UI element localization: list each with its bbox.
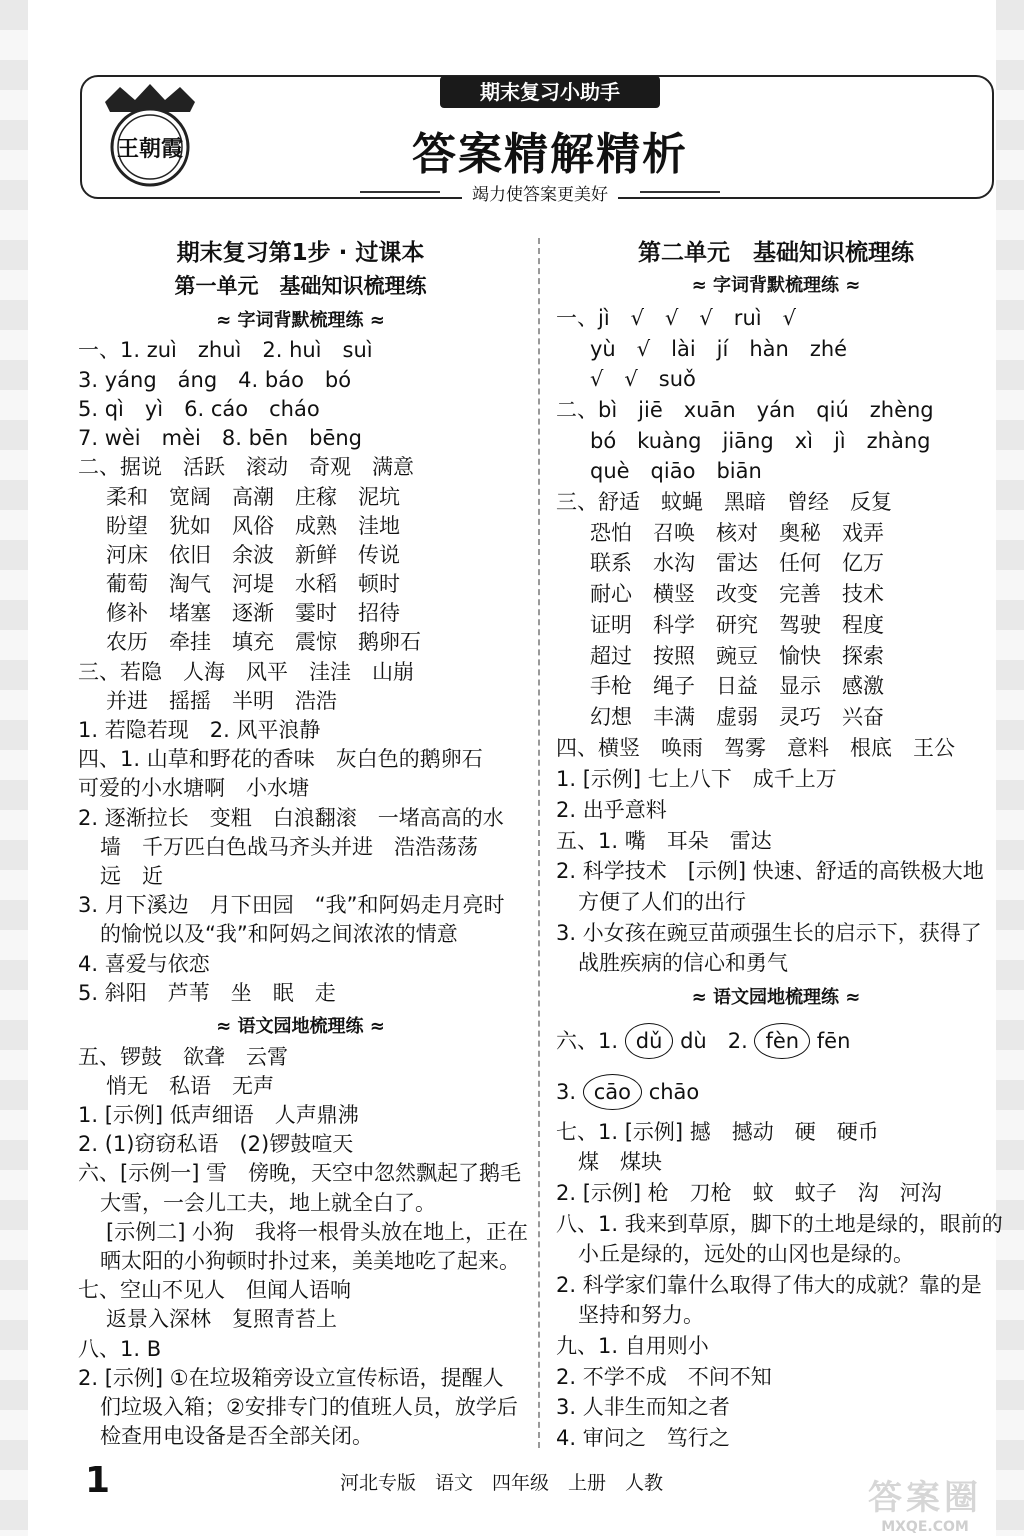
answer-line: 3. 月下溪边 月下田园 “我”和阿妈走月亮时 bbox=[78, 893, 505, 917]
answer-line: 4. 喜爱与依恋 bbox=[78, 952, 210, 976]
answer-prefix: 3. bbox=[556, 1080, 577, 1104]
answer-line: 们垃圾入箱；②安排专门的值班人员，放学后 bbox=[100, 1395, 518, 1419]
slogan-text: 竭力使答案更美好 bbox=[462, 185, 618, 205]
answer-line: 坚持和努力。 bbox=[578, 1303, 704, 1327]
banner-label: 期末复习小助手 bbox=[440, 76, 660, 108]
answer-line: 三、若隐 人海 风平 洼洼 山崩 bbox=[78, 660, 414, 684]
subsection-heading: ≈ 字词背默梳理练 ≈ bbox=[691, 275, 861, 296]
answer-line: 超过 按照 豌豆 愉快 探索 bbox=[590, 644, 884, 668]
answer-line: 四、横竖 唤雨 驾雾 意料 根底 王公 bbox=[556, 736, 955, 760]
answer-line: 柔和 宽阔 高潮 庄稼 泥坑 bbox=[106, 485, 400, 509]
answer-line: 墙 千万匹白色战马齐头并进 浩浩荡荡 bbox=[100, 835, 478, 859]
answer-line: 2. 不学不成 不问不知 bbox=[556, 1365, 772, 1389]
answer-line: 1. [示例] 低声细语 人声鼎沸 bbox=[78, 1103, 359, 1127]
answer-line: 1. [示例] 七上八下 成千上万 bbox=[556, 767, 837, 791]
answer-line: [示例二] 小狗 我将一根骨头放在地上，正在 bbox=[106, 1220, 529, 1244]
subsection-heading: ≈ 语文园地梳理练 ≈ bbox=[216, 1016, 385, 1037]
section-title: 期末复习第1步 · 过课本 bbox=[176, 240, 425, 266]
answer-line: 远 近 bbox=[100, 864, 163, 888]
answer-line: 耐心 横竖 改变 完善 技术 bbox=[590, 582, 884, 606]
answer-line: 盼望 犹如 风俗 成熟 洼地 bbox=[106, 514, 400, 538]
answer-line: 检查用电设备是否全部关闭。 bbox=[100, 1424, 373, 1448]
page-title: 答案精解精析 bbox=[412, 129, 688, 180]
answer-line: 悄无 私语 无声 bbox=[106, 1074, 274, 1098]
answer-line: 的愉悦以及“我”和阿妈之间浓浓的情意 bbox=[100, 922, 458, 946]
answer-line: 3. 小女孩在豌豆苗顽强生长的启示下，获得了 bbox=[556, 921, 982, 945]
answer-line: 5. qì yì 6. cáo cháo bbox=[78, 397, 320, 421]
answer-line: 返景入深林 复照青苔上 bbox=[106, 1307, 337, 1331]
answer-line: 葡萄 淘气 河堤 水稻 顿时 bbox=[106, 572, 400, 596]
answer-line: 5. 斜阳 芦苇 坐 眠 走 bbox=[78, 981, 336, 1005]
unit-heading: 第二单元 基础知识梳理练 bbox=[638, 240, 914, 266]
answer-line: 晒太阳的小狗顿时扑过来，美美地吃了起来。 bbox=[100, 1249, 520, 1273]
answer-line: 二、据说 活跃 滚动 奇观 满意 bbox=[78, 455, 414, 479]
answer-line: 2. 逐渐拉长 变粗 白浪翻滚 一堵高高的水 bbox=[78, 806, 504, 830]
answer-line: 幻想 丰满 虚弱 灵巧 兴奋 bbox=[590, 705, 884, 729]
answer-line: 五、1. 嘴 耳朵 雷达 bbox=[556, 829, 772, 853]
answer-line: 七、空山不见人 但闻人语响 bbox=[78, 1278, 351, 1302]
circled-answer: cāo bbox=[583, 1074, 642, 1110]
answer-text: fēn bbox=[816, 1029, 851, 1053]
answer-line: 2. 科学家们靠什么取得了伟大的成就？靠的是 bbox=[556, 1273, 982, 1297]
answer-line: 2. [示例] 枪 刀枪 蚊 蚊子 沟 河沟 bbox=[556, 1181, 942, 1205]
answer-line: 八、1. 我来到草原，脚下的土地是绿的，眼前的 bbox=[556, 1212, 1003, 1236]
answer-text: chāo bbox=[648, 1080, 700, 1104]
answer-line: 七、1. [示例] 撼 撼动 硬 硬币 bbox=[556, 1120, 879, 1144]
answer-line: 手枪 绳子 日益 显示 感激 bbox=[590, 674, 884, 698]
subsection-heading: ≈ 字词背默梳理练 ≈ bbox=[216, 310, 385, 331]
answer-line: 三、舒适 蚊蝇 黑暗 曾经 反复 bbox=[556, 490, 892, 514]
answer-line: √ √ suǒ bbox=[590, 367, 696, 391]
answer-line: 一、1. zuì zhuì 2. huì suì bbox=[78, 338, 373, 362]
answer-line: 九、1. 自用则小 bbox=[556, 1334, 709, 1358]
answer-line: 方便了人们的出行 bbox=[578, 890, 746, 914]
slogan-rule-right bbox=[640, 191, 720, 193]
answer-line-circled bbox=[556, 1074, 699, 1110]
answer-line: 2. [示例] ①在垃圾箱旁设立宣传标语，提醒人 bbox=[78, 1366, 504, 1390]
slogan-rule-left bbox=[360, 191, 440, 193]
answer-line: 2. 科学技术 [示例] 快速、舒适的高铁极大地 bbox=[556, 859, 984, 883]
publisher-logo bbox=[95, 82, 205, 187]
answer-line: què qiāo biān bbox=[590, 459, 762, 483]
column-divider bbox=[538, 238, 540, 1448]
book-info: 河北专版 语文 四年级 上册 人教 bbox=[340, 1472, 664, 1494]
answer-line: 六、[示例一] 雪 傍晚，天空中忽然飘起了鹅毛 bbox=[78, 1161, 522, 1185]
circled-answer: fèn bbox=[754, 1023, 810, 1059]
answer-line: 2. 出乎意料 bbox=[556, 798, 667, 822]
answer-line: 7. wèi mèi 8. bēn bēng bbox=[78, 426, 363, 450]
answer-line-circled bbox=[556, 1023, 850, 1059]
answer-line: yù √ lài jí hàn zhé bbox=[590, 337, 848, 361]
answer-line: 煤 煤块 bbox=[578, 1150, 662, 1174]
answer-line: 八、1. B bbox=[78, 1337, 162, 1361]
answer-line: 河床 依旧 余波 新鲜 传说 bbox=[106, 543, 400, 567]
answer-text: dù 2. bbox=[680, 1029, 748, 1053]
answer-prefix: 六、1. bbox=[556, 1029, 619, 1053]
answer-line: 修补 堵塞 逐渐 霎时 招待 bbox=[106, 601, 400, 625]
answer-line: 农历 牵挂 填充 震惊 鹅卵石 bbox=[106, 630, 421, 654]
unit-heading: 第一单元 基础知识梳理练 bbox=[174, 274, 427, 298]
answer-line: 二、bì jiē xuān yán qiú zhèng bbox=[556, 398, 934, 422]
page-number: 1 bbox=[85, 1460, 111, 1501]
slogan bbox=[340, 180, 740, 204]
svg-text:王朝霞: 王朝霞 bbox=[116, 136, 184, 162]
answer-line: 一、jì √ √ √ ruì √ bbox=[556, 306, 796, 330]
answer-line: 战胜疾病的信心和勇气 bbox=[578, 951, 788, 975]
answer-line: 小丘是绿的，远处的山冈也是绿的。 bbox=[578, 1242, 914, 1266]
left-wavy-border bbox=[0, 0, 28, 1536]
answer-line: 大雪，一会儿工夫，地上就全白了。 bbox=[100, 1191, 436, 1215]
answer-line: 并进 摇摇 半明 浩浩 bbox=[106, 689, 337, 713]
answer-line: 3. yáng áng 4. báo bó bbox=[78, 368, 352, 392]
answer-line: 4. 审问之 笃行之 bbox=[556, 1426, 730, 1450]
watermark bbox=[850, 1470, 1000, 1535]
answer-line: 证明 科学 研究 驾驶 程度 bbox=[590, 613, 884, 637]
circled-answer: dǔ bbox=[625, 1023, 674, 1059]
watermark-title: 答案圈 bbox=[868, 1478, 982, 1518]
watermark-url: MXQE.COM bbox=[881, 1519, 969, 1535]
right-wavy-border bbox=[996, 0, 1024, 1536]
answer-line: 恐怕 召唤 核对 奥秘 戏弄 bbox=[590, 521, 884, 545]
answer-line: 3. 人非生而知之者 bbox=[556, 1395, 730, 1419]
answer-line: 联系 水沟 雷达 任何 亿万 bbox=[590, 551, 884, 575]
answer-line: 可爱的小水塘啊 小水塘 bbox=[78, 776, 309, 800]
answer-line: 1. 若隐若现 2. 风平浪静 bbox=[78, 718, 321, 742]
answer-line: 四、1. 山草和野花的香味 灰白色的鹅卵石 bbox=[78, 747, 483, 771]
subsection-heading: ≈ 语文园地梳理练 ≈ bbox=[691, 987, 861, 1008]
answer-line: bó kuàng jiāng xì jì zhàng bbox=[590, 429, 931, 453]
answer-line: 五、锣鼓 欲聋 云霄 bbox=[78, 1045, 288, 1069]
answer-line: 2. (1)窃窃私语 (2)锣鼓喧天 bbox=[78, 1132, 354, 1156]
